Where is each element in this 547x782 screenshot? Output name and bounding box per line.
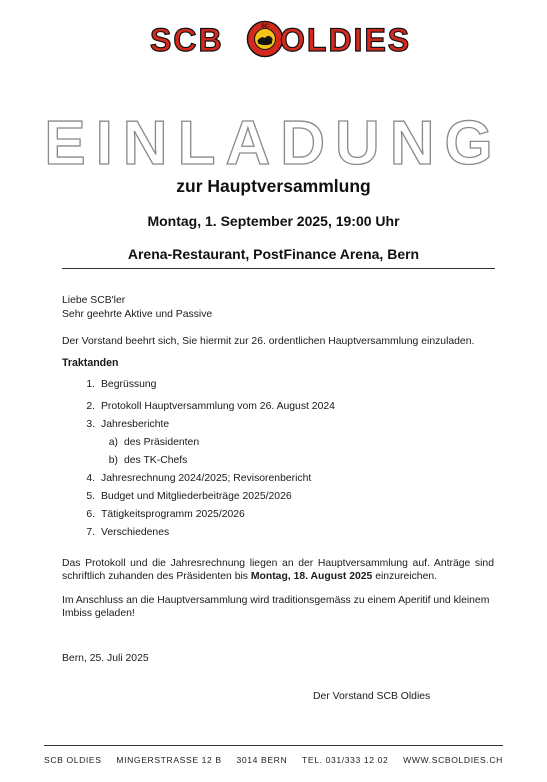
divider-top [62, 268, 495, 269]
intro-paragraph: Der Vorstand beehrt sich, Sie hiermit zur 26. ordentlichen Hauptversammlung einzuladen. [62, 336, 475, 347]
footer-city: 3014 BERN [236, 755, 288, 765]
greeting-line-2: Sehr geehrte Aktive und Passive [62, 309, 213, 320]
agenda-item-label: Protokoll Hauptversammlung vom 26. August 2024 [101, 401, 335, 412]
closing-paragraph: Im Anschluss an die Hauptversammlung wird traditionsgemäss zu einem Aperitif und kleinem Imbiss geladen! [62, 595, 490, 619]
agenda-item-number: 4. [86, 473, 95, 484]
agenda-subitem [62, 454, 187, 467]
agenda-item-number: 2. [86, 401, 95, 412]
page-title: EINLADUNG [44, 109, 503, 178]
agenda-item-number: 7. [86, 527, 95, 538]
svg-text:SC: SC [261, 23, 269, 30]
agenda-item [62, 418, 169, 431]
place-date: Bern, 25. Juli 2025 [62, 653, 149, 664]
agenda-subitem-label: des TK-Chefs [124, 455, 188, 466]
agenda-item-number: 3. [86, 419, 95, 430]
footer-website: WWW.SCBOLDIES.CH [403, 755, 503, 765]
agenda-heading: Traktanden [62, 357, 119, 369]
agenda-item [62, 490, 292, 503]
agenda-item [62, 378, 156, 391]
note-text-2: einzureichen. [372, 571, 438, 582]
greeting-line-1: Liebe SCB'ler [62, 295, 126, 306]
agenda-subitem-label: des Präsidenten [124, 437, 200, 448]
subtitle: zur Hauptversammlung [176, 176, 371, 196]
submission-note [62, 557, 494, 583]
agenda-subitem [62, 436, 199, 449]
agenda-item [62, 400, 335, 413]
footer-street: MINGERSTRASSE 12 B [116, 755, 222, 765]
header-logo [0, 20, 547, 60]
footer [44, 755, 503, 765]
event-venue: Arena-Restaurant, PostFinance Arena, Bern [127, 246, 420, 262]
logo-text-oldies: OLDIES [280, 22, 412, 58]
event-datetime: Montag, 1. September 2025, 19:00 Uhr [147, 213, 400, 229]
agenda-subitem-letter: a) [108, 437, 118, 448]
agenda-item-label: Tätigkeitsprogramm 2025/2026 [101, 509, 245, 520]
footer-org: SCB OLDIES [44, 755, 102, 765]
agenda-item-label: Jahresberichte [101, 419, 170, 430]
scb-badge-icon [246, 20, 284, 58]
agenda-item-label: Budget und Mitgliederbeiträge 2025/2026 [101, 491, 292, 502]
agenda-item [62, 472, 311, 485]
agenda-item-number: 1. [86, 379, 95, 390]
note-deadline: Montag, 18. August 2025 [250, 571, 373, 582]
signature: Der Vorstand SCB Oldies [313, 691, 431, 702]
divider-bottom [44, 745, 503, 746]
agenda-item-number: 6. [86, 509, 95, 520]
note-text-1: Das Protokoll und die Jahresrechnung liegen an der Hauptversammlung auf. Anträge sind schriftlich zuhanden des Präsidenten bis [62, 558, 494, 582]
agenda-subitem-letter: b) [108, 455, 118, 466]
agenda-item-label: Jahresrechnung 2024/2025; Revisorenbericht [101, 473, 312, 484]
footer-phone: TEL. 031/333 12 02 [302, 755, 389, 765]
agenda-item-label: Begrüssung [101, 379, 157, 390]
agenda-item-number: 5. [86, 491, 95, 502]
agenda-item [62, 526, 169, 539]
agenda-item-label: Verschiedenes [101, 527, 170, 538]
agenda-item [62, 508, 245, 521]
logo-text-scb: SCB [150, 22, 224, 58]
